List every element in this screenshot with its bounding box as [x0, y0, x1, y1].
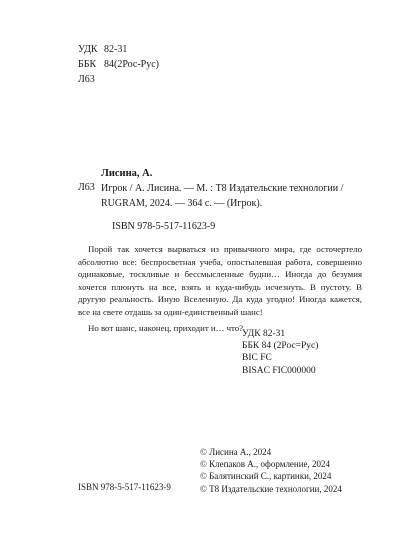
- copyright-line: © Балятинский С., картинки, 2024: [200, 471, 332, 482]
- classification-top: [78, 42, 159, 87]
- udk-label: УДК: [78, 44, 98, 55]
- udk-row: [78, 42, 159, 57]
- bisac-code: BISAC FIC000000: [242, 365, 316, 376]
- record-description: [101, 182, 343, 211]
- record-isbn: ISBN 978-5-517-11623-9: [112, 221, 216, 232]
- udk-value: 82-31: [104, 44, 128, 55]
- udk-bottom: УДК 82-31: [242, 329, 286, 339]
- record-author: Лисина, А.: [101, 168, 153, 179]
- bbk-row: [78, 57, 159, 72]
- copyright-line: © Лисина А., 2024: [200, 447, 272, 457]
- record-line-1: Игрок / А. Лисина. — М. : Т8 Издательские технологии /: [101, 183, 344, 194]
- bbk-value: 84(2Рос-Рус): [104, 59, 159, 70]
- copyright-line: © Т8 Издательские технологии, 2024: [200, 483, 342, 494]
- annotation-paragraph-2: Но вот шанс, наконец, приходит и… что?: [88, 322, 244, 333]
- record-catalog-mark: Л63: [78, 182, 95, 193]
- bic-code: BIC FC: [242, 353, 272, 364]
- author-mark-row: [78, 72, 159, 87]
- bbk-label: ББК: [78, 59, 97, 70]
- isbn-bottom: ISBN 978-5-517-11623-9: [78, 482, 171, 492]
- classification-bottom: [242, 328, 318, 377]
- copyright-block: [200, 446, 342, 495]
- record-line-2: RUGRAM, 2024. — 364 с. — (Игрок).: [101, 197, 263, 209]
- annotation: [78, 243, 362, 334]
- bbk-bottom: ББК 84 (2Рос=Рус): [242, 341, 319, 352]
- copyright-line: © Клепаков А., оформление, 2024: [200, 459, 331, 470]
- author-mark: Л63: [78, 74, 95, 85]
- annotation-paragraph-1: Порой так хочется вырваться из привычного мира, где осточертело абсолютно все: беспросветная учеба, опостылевшая работа, совершенно одинаковые, тоскливые и бессмысленные будни… Иногда до безумия хочется плюнуть на все, взять и куда-нибудь исчезнуть. В пустоту. В другую реальность. Иную Вселенную. Да куда угодно! Иногда кажется, все на свете отдашь за один-единственный шанс!: [78, 244, 362, 317]
